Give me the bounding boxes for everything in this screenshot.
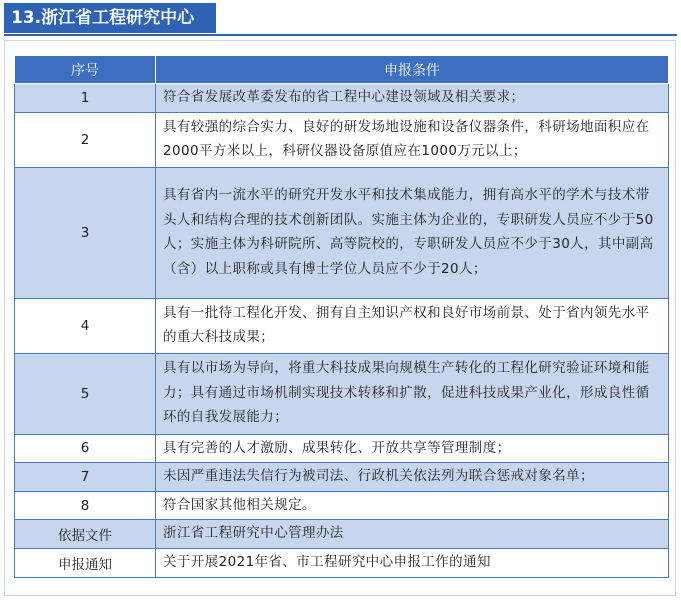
section-title: 13.浙江省工程研究中心 bbox=[4, 3, 216, 33]
table-row bbox=[15, 548, 669, 577]
row-text: 未因严重违法失信行为被司法、行政机关依法列为联合惩戒对象名单； bbox=[156, 463, 669, 492]
row-label: 1 bbox=[15, 84, 156, 113]
row-label: 8 bbox=[15, 491, 156, 520]
row-text: 具有省内一流水平的研究开发水平和技术集成能力，拥有高水平的学术与技术带头人和结构合理的技术创新团队。实施主体为企业的，专职研发人员应不少于50人；实施主体为科研院所、高等院校的，专职研发人员应不少于30人，其中副高（含）以上职称或具有博士学位人员应不少于20人； bbox=[156, 167, 669, 298]
row-label: 2 bbox=[15, 112, 156, 167]
row-text: 具有完善的人才激励、成果转化、开放共享等管理制度； bbox=[156, 434, 669, 463]
row-text: 关于开展2021年省、市工程研究中心申报工作的通知 bbox=[156, 548, 669, 577]
table-row bbox=[15, 112, 669, 167]
row-text: 符合省发展改革委发布的省工程中心建设领域及相关要求； bbox=[156, 84, 669, 113]
header-index: 序号 bbox=[15, 56, 156, 84]
row-text: 具有以市场为导向，将重大科技成果向规模生产转化的工程化研究验证环境和能力；具有通过市场机制实现技术转移和扩散，促进科技成果产业化，形成良性循环的自我发展能力； bbox=[156, 353, 669, 434]
row-label: 4 bbox=[15, 298, 156, 353]
table-row bbox=[15, 167, 669, 298]
table-row bbox=[15, 353, 669, 434]
row-label: 3 bbox=[15, 167, 156, 298]
row-text: 具有一批待工程化开发、拥有自主知识产权和良好市场前景、处于省内领先水平的重大科技成果； bbox=[156, 298, 669, 353]
row-text: 浙江省工程研究中心管理办法 bbox=[156, 520, 669, 549]
row-label: 5 bbox=[15, 353, 156, 434]
table-row bbox=[15, 84, 669, 113]
header-conditions: 申报条件 bbox=[156, 56, 669, 84]
row-text: 具有较强的综合实力、良好的研发场地设施和设备仪器条件，科研场地面积应在2000平方米以上，科研仪器设备原值应在1000万元以上； bbox=[156, 112, 669, 167]
table-row bbox=[15, 298, 669, 353]
row-label: 依据文件 bbox=[15, 520, 156, 549]
row-label: 申报通知 bbox=[15, 548, 156, 577]
table-header-row bbox=[15, 56, 669, 84]
table-row bbox=[15, 520, 669, 549]
requirements-table bbox=[14, 55, 669, 578]
row-label: 7 bbox=[15, 463, 156, 492]
table-row bbox=[15, 463, 669, 492]
row-label: 6 bbox=[15, 434, 156, 463]
row-text: 符合国家其他相关规定。 bbox=[156, 491, 669, 520]
title-underline bbox=[4, 34, 677, 36]
table-row bbox=[15, 434, 669, 463]
table-row bbox=[15, 491, 669, 520]
